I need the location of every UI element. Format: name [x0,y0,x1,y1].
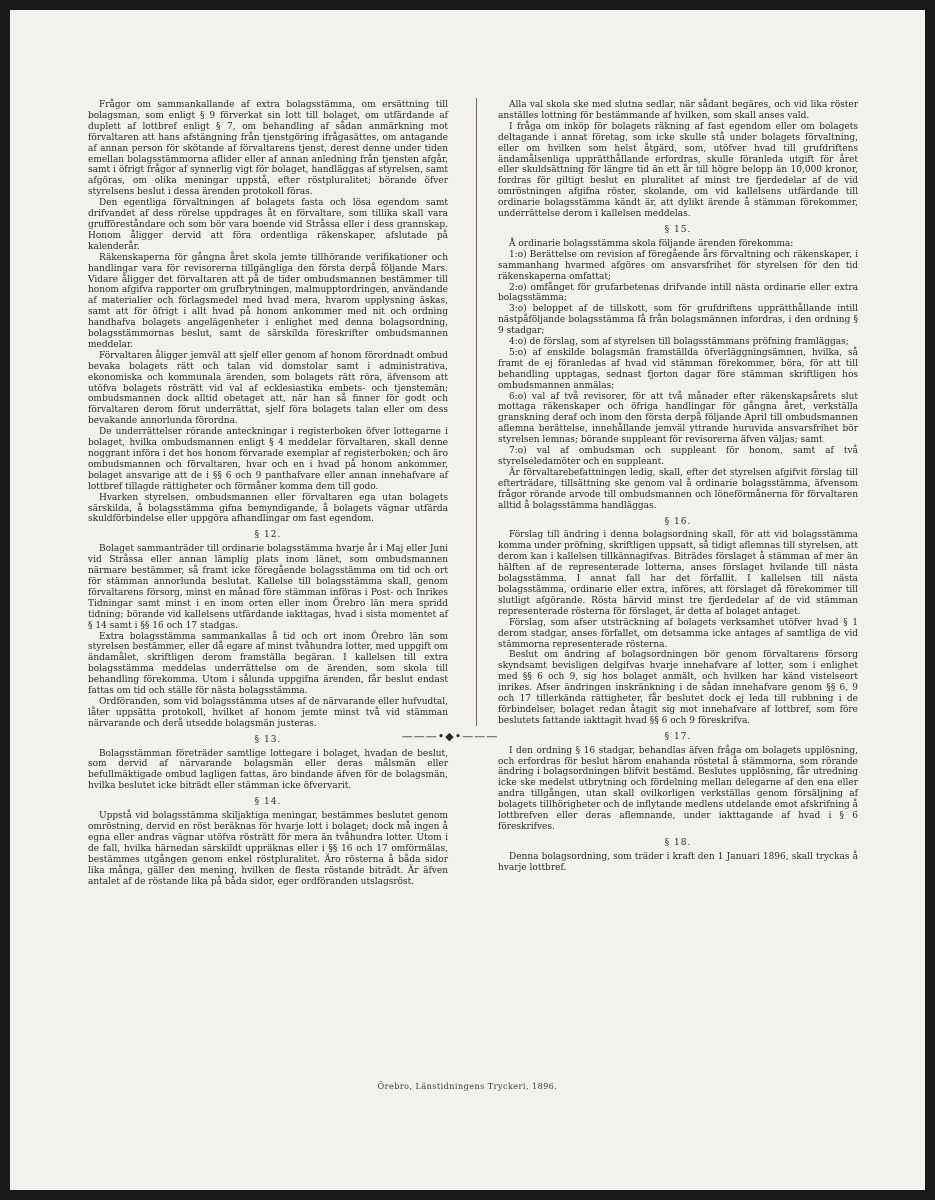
section-heading-18: § 18. [664,837,692,848]
section-13-paragraphs [88,749,448,793]
printer-imprint: Örebro, Länstidningens Tryckeri, 1896. [377,1082,558,1091]
section-heading-13: § 13. [254,734,282,745]
section-14-paragraphs [88,811,448,887]
section-heading-14: § 14. [254,797,282,808]
document-page [10,10,925,1190]
section-16-paragraphs [498,530,858,726]
paragraph: 3:o) beloppet af de tillskott, som för grufdriftens upprätthållande intill nästpåföljande bolagsstämma få från bolagsmännen infordras, i den ordning § 9 stadgar; [498,304,858,337]
section-17-paragraphs [498,746,858,833]
paragraph: I fråga om inköp för bolagets räkning af fast egendom eller om bolagets deltagande i annat företag, som icke skulle stå under bolagets förvaltning, eller om hvilken som helst åtgärd, som, utöfver hvad till grufdriftens ändamålsenliga upprätthållande erfordras, skulle föranleda utgift för året eller skuldsättning för längre tid än ett år till högre belopp än 10,000 kronor, fordras för giltigt beslut en pluralitet af minst tre fjerdedelar af de vid omröstningen afgifna röster, skolande, om vid kallelsens utfärdande till ordinarie bolagsstämma kändt är, att dylikt ärende å stämman förekommer, underrättelse derom i kallelsen meddelas. [498,121,858,220]
section-heading-15: § 15. [664,224,692,235]
paragraph: 5:o) af enskilde bolagsmän framställda öfverläggningsämnen, hvilka, så framt de ej föranledas af hvad vid stämman förekommer, böra, för att till behandling upptagas, sednast fjorton dagar före stämman skriftligen hos ombudsmannen anmälas; [498,347,858,391]
paragraph: Den egentliga förvaltningen af bolagets fasta och lösa egendom samt drifvandet af dess rörelse uppdrages åt en förvaltare, som tillika skall vara grufföreståndare och som bör vara boende vid Stråssa eller i dess grannskap. Honom åligger dervid att föra ordentliga räkenskaper, afslutade på kalenderår. [88,198,448,252]
paragraph: 2:o) omfånget för grufarbetenas drifvande intill nästa ordinarie eller extra bolagsstämma; [498,282,858,304]
section-heading-16: § 16. [664,516,692,527]
closing-ornament: ———•◆•——— [401,730,499,743]
paragraph: Är förvaltarebefattningen ledig, skall, efter det styrelsen afgifvit förslag till efterträdare, tillsättning ske genom val å ordinarie bolagsstämma, äfvensom frågor rörande arvode till ombudsmannen och löneförmånerna för förvaltaren alltid å bolagsstämma handläggas. [498,467,858,511]
paragraph: De underrättelser rörande anteckningar i registerboken öfver lottegarne i bolaget, hvilka ombudsmannen enligt § 4 meddelar förvaltaren, skall denne noggrant införa i det hos honom förvarade exemplar af registerboken; och äro ombudsmannen och förvaltaren, hvar och en i hvad på honom ankommer, bolaget ansvarige att de i §§ 6 och 9 panthafvare eller annan innehafvare af lottbref tillagde rättigheter och förmåner komma dem till godo. [88,427,448,492]
paragraph: Hvarken styrelsen, ombudsmannen eller förvaltaren ega utan bolagets särskilda, å bolagsstämma gifna bemyndigande, å bolagets vägnar utfärda skuldförbindelse eller uppgöra afhandlingar om fast egendom. [88,492,448,525]
section-12-paragraphs [88,544,448,729]
paragraph: Förslag, som afser utsträckning af bolagets verksamhet utöfver hvad § 1 derom stadgar, anses förfallet, om detsamma icke antages af samtliga de vid stämmorna representerade rösterna. [498,617,858,650]
paragraph: 6:o) val af två revisorer, för att två månader efter räkenskapsårets slut mottaga räkenskaper och öfriga handlingar för gångna året, verkställa granskning deraf och inom den första derpå följande April till ombudsmannen aflemna berättelse, innehållande jemväl yttrande huruvida ansvarsfrihet bör styrelsen lemnas; börande suppleant för revisorerna äfven väljas; samt [498,391,858,446]
paragraph: 4:o) de förslag, som af styrelsen till bolagsstämmans pröfning framläggas; [509,337,849,348]
left-intro-paragraphs [88,100,448,525]
paragraph: Å ordinarie bolagsstämma skola följande ärenden förekomma: [509,238,794,249]
paragraph: Ordföranden, som vid bolagsstämma utses af de närvarande eller hufvudtal, låter uppsätta protokoll, hvilket af honom jemte minst två vid stämman närvarande och derå utsedde bolagsmän justeras. [88,696,448,729]
paragraph: Uppstå vid bolagsstämma skiljaktiga meningar, bestämmes beslutet genom omröstning, dervid en röst beräknas för hvarje lott i bolaget; dock må ingen å egna eller andras vägnar utöfva rösträtt för mera än tvåhundra lotter. Utom i de fall, hvilka härnedan särskildt uppräknas eller i §§ 16 och 17 omförmälas, bestämmes utgången genom enkel röstpluralitet. Äro rösterna å båda sidor lika många, gäller den mening, hvilken de flesta röstande biträdt. Är äfven antalet af de röstande lika på båda sidor, eger ordföranden utslagsröst. [88,811,448,887]
paragraph: Frågor om sammankallande af extra bolagsstämma, om ersättning till bolagsman, som enligt § 9 förverkat sin lott till bolaget, om utfärdande af duplett af lottbref enligt § 7, om behandling af sådan anmärkning mot förvaltaren att hans afstängning från tjenstgöring ifrågasättes, om antagande af annan person för skötande af förvaltarens tjenst, derest denne under tiden emellan bolagsstämmorna aflider eller af annan anledning från tjensten afgår, samt i öfrigt frågor af synnerlig vigt för bolaget, handläggas af styrelsen, samt afgöras, om olika meningar uppstå, efter röstpluralitet; börande öfver styrelsens beslut i dessa ärenden protokoll föras. [88,100,448,198]
paragraph: Bolagsstämman företräder samtlige lottegare i bolaget, hvadan de beslut, som dervid af närvarande bolagsmän eller deras målsmän eller befullmäktigade ombud lagligen fattas, äro bindande äfven för de bolagsmän, hvilka beslutet icke biträdt eller stämman icke öfvervarit. [88,748,448,792]
left-column [88,100,448,887]
right-column [498,100,858,874]
paragraph: Denna bolagsordning, som träder i kraft den 1 Januari 1896, skall tryckas å hvarje lottbref. [498,851,858,873]
paragraph: Extra bolagsstämma sammankallas å tid och ort inom Örebro län som styrelsen bestämmer, eller då egare af minst tvåhundra lotter, med uppgift om ändamålet, skriftligen derom framställa begäran. I kallelsen till extra bolagsstämma meddelas underrättelse om de ärenden, som skola till behandling förekomma. Utom i sålunda uppgifna ärenden, får beslut endast fattas om tid och ställe för nästa bolagsstämma. [88,631,448,697]
paragraph: 7:o) val af ombudsman och suppleant för honom, samt af två styrelseledamöter och en suppleant. [498,446,858,467]
right-intro-paragraphs [498,100,858,220]
paragraph: Beslut om ändring af bolagsordningen bör genom förvaltarens försorg skyndsamt bevisligen delgifvas hvarje innehafvare af lotter, som i enlighet med §§ 6 och 9, sig hos bolaget anmält, och hvilken har känd vistelseort inrikes. Afser ändringen inskränkning i de sådan innehafvare genom §§ 6, 9 och 17 tillerkända rättigheter, får beslutet dock ej leda till rubbning i de förbindelser, bolaget redan åtagit sig mot innehafvare af lottbref, som före beslutets fattande iakttagit hvad §§ 6 och 9 föreskrifva. [498,650,858,726]
paragraph: 1:o) Berättelse om revision af föregående års förvaltning och räkenskaper, i sammanhang hvarmed afgöres om ansvarsfrihet för styrelsen för den tid räkenskaperna omfattat; [498,249,858,282]
paragraph: I den ordning § 16 stadgar, behandlas äfven fråga om bolagets upplösning, och erfordras för beslut härom enahanda röstetal å stämmorna, som rörande ändring i bolagsordningen blifvit bestämd. Beslutes upplösning, får utredning icke ske medelst utbrytning och fördelning mellan delegarne af den ena eller andra tillgången, utan skall ovilkorligen verkställas genom försäljning af bolagets tillhörigheter och de inflytande medlens utdelande emot afskrifning å lottbrefven eller deras aflemnande, under iakttagande af hvad i § 6 föreskrifves. [498,745,858,832]
section-heading-12: § 12. [254,530,282,541]
paragraph: Förvaltaren åligger jemväl att sjelf eller genom af honom förordnadt ombud bevaka bolagets rätt och talan vid domstolar samt i administrativa, ekonomiska och kommunala ärenden, som bolagets rätt röra, äfvensom att utöfva bolagets rösträtt vid val af ecklesiastika embets- och tjenstemän; ombudsmannen dock alltid obetaget att, när han så finner för godt och förvaltaren derom förut underrättat, sjelf föra bolagets talan eller om dess bevakande annorlunda förordna. [88,350,448,427]
paragraph: Alla val skola ske med slutna sedlar, när sådant begäres, och vid lika röster anställes lottning för bestämmande af hvilken, som skall anses vald. [498,100,858,121]
paragraph: Bolaget sammanträder till ordinarie bolagsstämma hvarje år i Maj eller Juni vid Stråssa eller annan lämplig plats inom länet, som ombudsmannen närmare bestämmer, så framt icke föregående bolagsstämma om tid och ort för stämman annorlunda beslutat. Kallelse till bolagsstämma skall, genom förvaltarens försorg, minst en månad före stämman införas i Post- och Inrikes Tidningar samt minst i en inom orten eller inom Örebro län mera spridd tidning; börande vid kallelsens utfärdande iakttagas, hvad i sista momentet af § 14 samt i §§ 16 och 17 stadgas. [88,544,448,631]
paragraph: Förslag till ändring i denna bolagsordning skall, för att vid bolagsstämma komma under pröfning, skriftligen uppsatt, så tidigt aflemnas till styrelsen, att derom kan i kallelsen tillkännagifvas. Biträdes förslaget å stämman af mer än hälften af de representerade lotterna, anses förslaget hvilande till nästa bolagsstämma. I annat fall har det förfallit. I kallelsen till nästa bolagsstämma, ordinarie eller extra, införes, att förslaget då förekommer till slutligt afgörande. Rösta härvid minst tre fjerdedelar af de vid stämman representerade rösterna för förslaget, är detta af bolaget antaget. [498,530,858,617]
section-heading-17: § 17. [664,731,692,742]
paragraph: Räkenskaperna för gångna året skola jemte tillhörande verifikationer och handlingar vara för revisorerna tillgängliga den första derpå följande Mars. Vidare åligger det förvaltaren att på de tider ombudsmannen bestämmer till honom afgifva rapporter om grufbrytningen, malmupptordringen, användande af materialier och förlagsmedel med hvad mera, hvarom upplysning äskas, samt att för öfrigt i allt hvad på honom ankommer med nit och ordning handhafva bolagets angelägenheter i enlighet med denna bolagsordning, bolagsstämmornas beslut, samt de särskilda föreskrifter ombudsmannen meddelar. [88,252,448,350]
section-18-paragraphs [498,852,858,874]
column-divider [476,98,477,726]
section-15-paragraphs [498,239,858,512]
